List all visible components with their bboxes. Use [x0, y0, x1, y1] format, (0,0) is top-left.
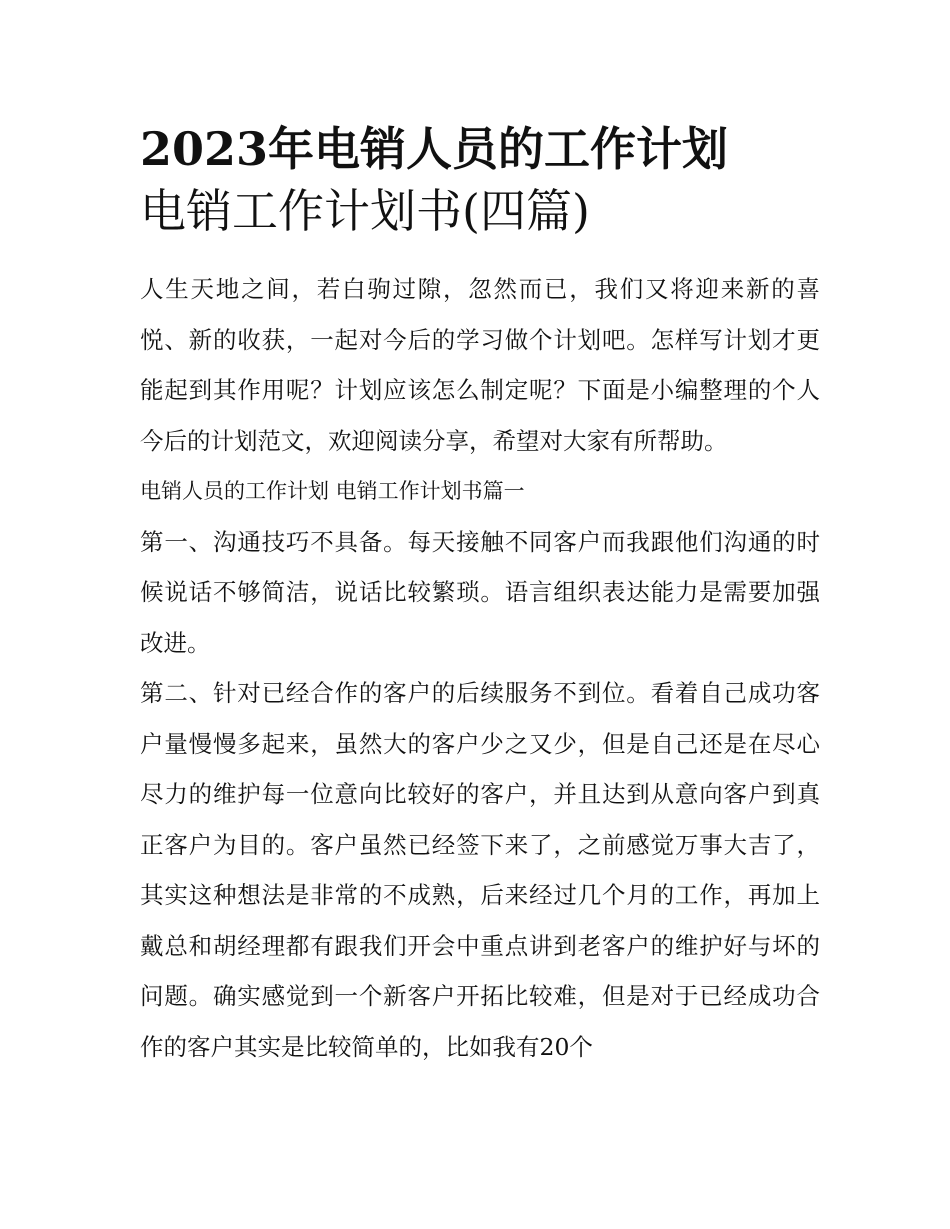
document-page — [140, 118, 820, 1072]
intro-paragraph: 人生天地之间，若白驹过隙，忽然而已，我们又将迎来新的喜悦、新的收获，一起对今后的学习做个计划吧。怎样写计划才更能起到其作用呢？计划应该怎么制定呢？下面是小编整理的个人今后的计划范文，欢迎阅读分享，希望对大家有所帮助。 — [140, 275, 820, 455]
body-paragraph-1: 第一、沟通技巧不具备。每天接触不同客户而我跟他们沟通的时候说话不够简洁，说话比较繁琐。语言组织表达能力是需要加强改进。 — [140, 527, 820, 657]
document-body — [140, 264, 820, 1072]
body-paragraph-2: 第二、针对已经合作的客户的后续服务不到位。看着自己成功客户量慢慢多起来，虽然大的客户少之又少，但是自己还是在尽心尽力的维护每一位意向比较好的客户，并且达到从意向客户到真正客户为目的。客户虽然已经签下来了，之前感觉万事大吉了，其实这种想法是非常的不成熟，后来经过几个月的工作，再加上戴总和胡经理都有跟我们开会中重点讲到老客户的维护好与坏的问题。确实感觉到一个新客户开拓比较难，但是对于已经成功合作的客户其实是比较简单的，比如我有20个 — [140, 679, 820, 1061]
title-line-2: 电销工作计划书(四篇) — [140, 184, 590, 238]
section-heading: 电销人员的工作计划 电销工作计划书篇一 — [140, 479, 525, 503]
document-title — [140, 118, 820, 242]
title-line-1: 2023年电销人员的工作计划 — [140, 122, 729, 176]
